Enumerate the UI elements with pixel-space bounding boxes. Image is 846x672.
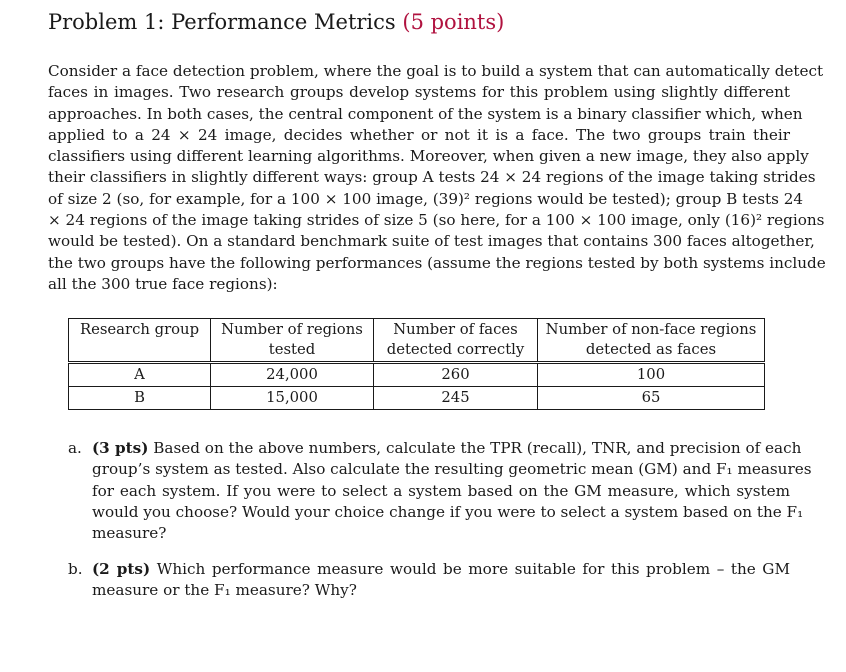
question-b-label: b. xyxy=(68,560,83,578)
description-line: their classifiers in slightly different ways: group A tests 24 × 24 regions of the image taking strides xyxy=(48,168,816,187)
description-line: Consider a face detection problem, where the goal is to build a system that can automatically detect xyxy=(48,62,824,80)
table-row xyxy=(69,363,765,387)
cell-group: A xyxy=(69,363,211,387)
question-a-points: (3 pts) xyxy=(92,439,149,457)
performance-table xyxy=(68,318,765,410)
question-a xyxy=(68,438,812,544)
table-header-row xyxy=(69,319,765,363)
cell-nonface: 65 xyxy=(538,387,765,410)
problem-title xyxy=(48,10,504,34)
cell-regions: 15,000 xyxy=(211,387,374,410)
cell-nonface: 100 xyxy=(538,363,765,387)
question-a-line: measure? xyxy=(92,524,167,543)
question-b-line: Which performance measure would be more suitable for this problem – the GM xyxy=(150,560,790,578)
cell-faces: 245 xyxy=(374,387,538,410)
description-line: classifiers using different learning algorithms. Moreover, when given a new image, they also apply xyxy=(48,147,809,166)
table-row xyxy=(69,387,765,410)
header-false-positives: Number of non-face regions detected as faces xyxy=(538,319,765,363)
question-a-line: group’s system as tested. Also calculate the resulting geometric mean (GM) and F₁ measures xyxy=(92,460,812,479)
description-line: would be tested). On a standard benchmark suite of test images that contains 300 faces altogether, xyxy=(48,232,815,251)
header-regions-tested: Number of regions tested xyxy=(211,319,374,363)
description-line: the two groups have the following performances (assume the regions tested by both systems include xyxy=(48,253,826,272)
question-b-line: measure or the F₁ measure? Why? xyxy=(92,581,357,600)
question-b xyxy=(68,559,790,602)
description-line: × 24 regions of the image taking strides of size 5 (so here, for a 100 × 100 image, only (16)² regions xyxy=(48,211,825,230)
description-line: of size 2 (so, for example, for a 100 × 100 image, (39)² regions would be tested); group B tests 24 xyxy=(48,189,804,208)
question-a-line: Based on the above numbers, calculate the TPR (recall), TNR, and precision of each xyxy=(148,439,802,457)
cell-regions: 24,000 xyxy=(211,363,374,387)
question-a-line: for each system. If you were to select a system based on the GM measure, which system xyxy=(92,481,790,500)
description-line: applied to a 24 × 24 image, decides whether or not it is a face. The two groups train their xyxy=(48,125,790,144)
header-research-group: Research group xyxy=(69,319,211,363)
cell-group: B xyxy=(69,387,211,410)
question-a-label: a. xyxy=(68,439,82,457)
description-line: faces in images. Two research groups develop systems for this problem using slightly different xyxy=(48,83,790,102)
description-line: all the 300 true face regions): xyxy=(48,274,278,293)
description-line: approaches. In both cases, the central component of the system is a binary classifier which, when xyxy=(48,104,803,123)
problem-description xyxy=(48,61,826,295)
question-a-line: would you choose? Would your choice change if you were to select a system based on the F₁ xyxy=(92,502,804,521)
problem-points: (5 points) xyxy=(402,10,505,34)
header-faces-detected: Number of faces detected correctly xyxy=(374,319,538,363)
question-b-points: (2 pts) xyxy=(92,560,151,578)
problem-title-text: Problem 1: Performance Metrics xyxy=(48,10,403,34)
cell-faces: 260 xyxy=(374,363,538,387)
